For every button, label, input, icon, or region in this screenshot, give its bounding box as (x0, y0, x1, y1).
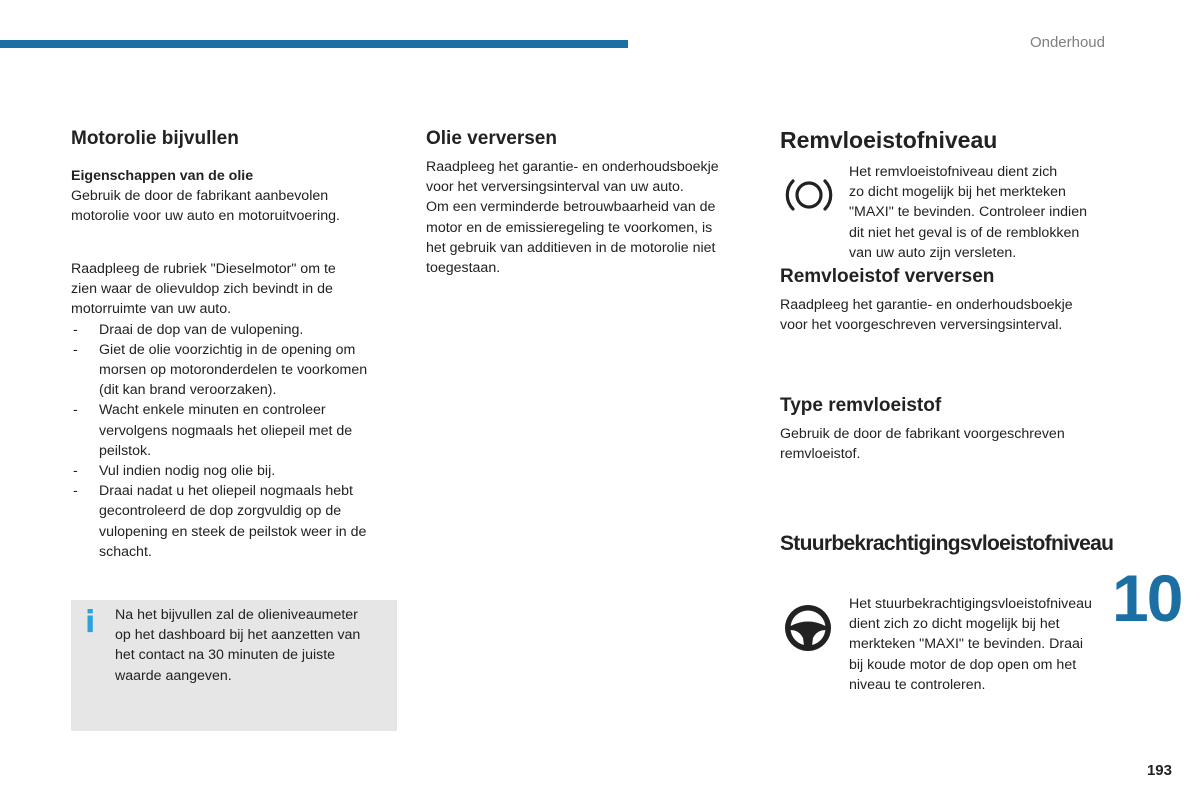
oil-change-text (426, 157, 756, 278)
brake-type-text (780, 424, 1120, 464)
text-line: Draai de dop van de vulopening. (99, 321, 304, 338)
heading-type-remvloeistof: Type remvloeistof (780, 395, 942, 416)
text-line: Wacht enkele minuten en controleer (99, 402, 326, 419)
left-column (71, 128, 401, 150)
list-item (71, 481, 401, 562)
header-accent-bar (0, 40, 628, 48)
text-line: morsen op motoronderdelen te voorkomen (99, 362, 368, 379)
text-line: het contact na 30 minuten de juiste (115, 647, 336, 664)
oil-properties (71, 166, 401, 227)
heading-olie-verversen: Olie verversen (426, 128, 557, 149)
oil-fill-intro (71, 259, 401, 320)
text-line: bij koude motor de dop open om het (849, 656, 1077, 673)
text-line: gecontroleerd de dop zorgvuldig op de (99, 503, 342, 520)
text-line: Raadpleeg het garantie- en onderhoudsboekje (780, 297, 1073, 313)
info-icon: i (85, 605, 96, 640)
oil-properties-text (71, 186, 401, 226)
text-line: Draai nadat u het oliepeil nogmaals hebt (99, 483, 353, 500)
brake-level-text (849, 162, 1111, 263)
text-line: dit niet het geval is of de remblokken (849, 224, 1080, 241)
text-line: motorolie voor uw auto en motoruitvoering. (71, 208, 340, 225)
steering-section (780, 531, 1120, 557)
text-line: merkteken "MAXI" te bevinden. Draai (849, 636, 1084, 653)
text-line: peilstok. (99, 442, 152, 459)
text-line: Gebruik de door de fabrikant voorgeschreven (780, 426, 1065, 442)
right-column (780, 127, 1110, 153)
text-line: Raadpleeg de rubriek "Dieselmotor" om te (71, 261, 336, 277)
info-box (71, 600, 397, 731)
heading-stuurbekrachtigingsvloeistofniveau: Stuurbekrachtigingsvloeistofniveau (780, 532, 1114, 555)
steering-level-text (849, 594, 1111, 695)
text-line: (dit kan brand veroorzaken). (99, 382, 277, 399)
list-item (71, 461, 401, 481)
heading-remvloeistof-verversen: Remvloeistof verversen (780, 266, 995, 287)
text-line: motor en de emissieregeling te voorkomen, is (426, 219, 713, 236)
page-number: 193 (1146, 762, 1172, 779)
text-line: Om een verminderde betrouwbaarheid van de (426, 199, 716, 216)
text-line: van uw auto zijn versleten. (849, 244, 1017, 261)
chapter-number: 10 (1112, 561, 1182, 635)
text-line: zien waar de olievuldop zich bevindt in de (71, 281, 333, 298)
text-line: toegestaan. (426, 260, 501, 277)
text-line: Het stuurbekrachtigingsvloeistofniveau (849, 596, 1092, 612)
info-text (115, 605, 390, 686)
section-title: Onderhoud (1029, 34, 1105, 51)
text-line: vervolgens nogmaals het oliepeil met de (99, 422, 353, 439)
brake-change-text (780, 295, 1120, 335)
heading-remvloeistofniveau: Remvloeistofniveau (780, 127, 998, 153)
text-line: dient zich zo dicht mogelijk bij het (849, 616, 1060, 633)
text-line: Gebruik de door de fabrikant aanbevolen (71, 188, 329, 205)
text-line: "MAXI" te bevinden. Controleer indien (849, 204, 1087, 221)
list-item (71, 400, 401, 461)
text-line: waarde aangeven. (115, 667, 232, 684)
oil-fill-instructions (71, 259, 401, 562)
text-line: het gebruik van additieven in de motorolie niet (426, 239, 716, 256)
heading-motorolie-bijvullen: Motorolie bijvullen (71, 128, 239, 149)
steering-wheel-icon (783, 603, 833, 658)
oil-fill-steps (71, 320, 401, 562)
brake-type-section (780, 395, 1120, 464)
text-line: schacht. (99, 543, 152, 560)
text-line: zo dicht mogelijk bij het merkteken (849, 184, 1066, 201)
text-line: Giet de olie voorzichtig in de opening om (99, 341, 356, 358)
list-item (71, 340, 401, 401)
text-line: Vul indien nodig nog olie bij. (99, 463, 276, 480)
subheading-oil-properties: Eigenschappen van de olie (71, 168, 254, 184)
text-line: Het remvloeistofniveau dient zich (849, 164, 1058, 180)
middle-column (426, 128, 756, 278)
text-line: vulopening en steek de peilstok weer in de (99, 523, 367, 540)
text-line: op het dashboard bij het aanzetten van (115, 627, 361, 644)
text-line: voor het voorgeschreven verversingsinterval. (780, 317, 1063, 334)
text-line: Na het bijvullen zal de olieniveaumeter (115, 607, 358, 623)
text-line: remvloeistof. (780, 446, 861, 463)
brake-change-section (780, 266, 1120, 335)
text-line: Raadpleeg het garantie- en onderhoudsboekje (426, 159, 719, 175)
text-line: motorruimte van uw auto. (71, 301, 232, 318)
text-line: niveau te controleren. (849, 676, 986, 693)
brake-fluid-warning-icon (784, 172, 834, 223)
text-line: voor het verversingsinterval van uw auto. (426, 179, 684, 196)
list-item (71, 320, 401, 340)
